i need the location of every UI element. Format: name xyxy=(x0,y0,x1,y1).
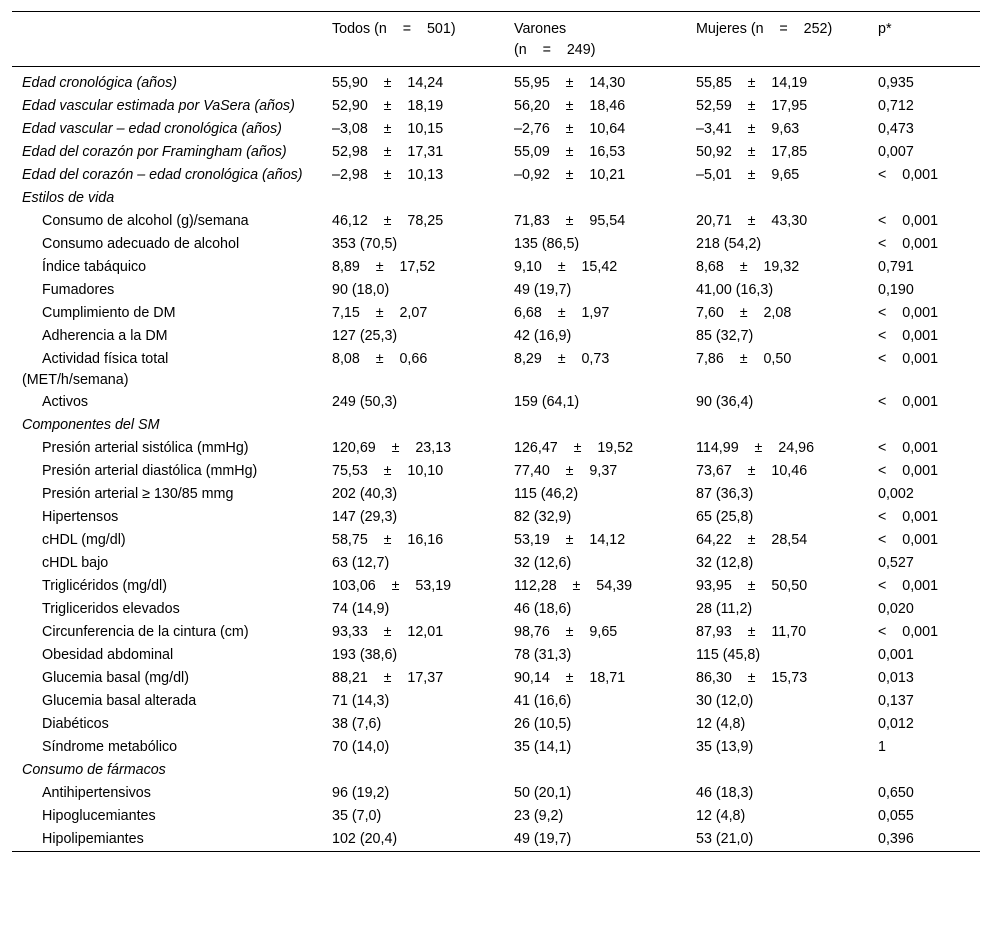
value-mujeres xyxy=(696,414,878,437)
value-mujeres: 7,86 ± 0,50 xyxy=(696,351,792,368)
results-table-container xyxy=(12,11,980,852)
row-label: Consumo adecuado de alcohol xyxy=(42,236,240,253)
value-varones: 77,40 ± 9,37 xyxy=(514,463,618,480)
section-heading: Consumo de fármacos xyxy=(22,762,166,779)
value-todos: 353 (70,5) xyxy=(332,236,398,253)
table-body xyxy=(12,67,980,852)
value-varones: 53,19 ± 14,12 xyxy=(514,532,626,549)
table-row xyxy=(12,713,980,736)
value-varones: 35 (14,1) xyxy=(514,739,572,756)
value-todos: 90 (18,0) xyxy=(332,282,390,299)
value-mujeres: 35 (13,9) xyxy=(696,739,754,756)
table-row xyxy=(12,187,980,210)
value-todos: 70 (14,0) xyxy=(332,739,390,756)
value-varones: 32 (12,6) xyxy=(514,555,572,572)
value-varones: 26 (10,5) xyxy=(514,716,572,733)
table-row xyxy=(12,644,980,667)
value-todos: 52,98 ± 17,31 xyxy=(332,144,444,161)
row-label: Consumo de alcohol (g)/semana xyxy=(42,213,249,230)
value-mujeres: –3,41 ± 9,63 xyxy=(696,121,800,138)
row-label: Edad cronológica (años) xyxy=(22,75,177,92)
value-mujeres: 85 (32,7) xyxy=(696,328,754,345)
value-mujeres: 7,60 ± 2,08 xyxy=(696,305,792,322)
value-todos: 8,08 ± 0,66 xyxy=(332,351,428,368)
value-p: < 0,001 xyxy=(878,236,939,253)
table-row xyxy=(12,118,980,141)
value-varones: 159 (64,1) xyxy=(514,394,580,411)
value-varones: 49 (19,7) xyxy=(514,282,572,299)
value-mujeres xyxy=(696,759,878,782)
value-varones xyxy=(514,414,696,437)
value-p: 0,055 xyxy=(878,808,914,825)
header-row xyxy=(12,12,980,67)
table-row xyxy=(12,667,980,690)
value-todos: 249 (50,3) xyxy=(332,394,398,411)
value-todos: 71 (14,3) xyxy=(332,693,390,710)
value-mujeres: 90 (36,4) xyxy=(696,394,754,411)
value-mujeres: 65 (25,8) xyxy=(696,509,754,526)
table-row xyxy=(12,736,980,759)
row-label: Glucemia basal (mg/dl) xyxy=(42,670,189,687)
row-label: Hipertensos xyxy=(42,509,119,526)
table-row xyxy=(12,325,980,348)
value-mujeres: 73,67 ± 10,46 xyxy=(696,463,808,480)
row-label: Presión arterial sistólica (mmHg) xyxy=(42,440,249,457)
value-varones: 42 (16,9) xyxy=(514,328,572,345)
table-header xyxy=(12,12,980,67)
value-p: 0,712 xyxy=(878,98,914,115)
value-p: < 0,001 xyxy=(878,328,939,345)
value-mujeres: 115 (45,8) xyxy=(696,647,761,664)
value-mujeres: 32 (12,8) xyxy=(696,555,754,572)
value-p: 0,137 xyxy=(878,693,914,710)
value-todos: –3,08 ± 10,15 xyxy=(332,121,444,138)
value-todos: 147 (29,3) xyxy=(332,509,398,526)
value-p: < 0,001 xyxy=(878,578,939,595)
value-mujeres: 114,99 ± 24,96 xyxy=(696,440,815,457)
value-varones xyxy=(514,759,696,782)
header-todos: Todos (n = 501) xyxy=(332,21,456,37)
value-mujeres: 52,59 ± 17,95 xyxy=(696,98,808,115)
value-todos: 93,33 ± 12,01 xyxy=(332,624,444,641)
table-row xyxy=(12,759,980,782)
value-p xyxy=(878,414,980,437)
table-row xyxy=(12,598,980,621)
table-row xyxy=(12,141,980,164)
value-p: 0,650 xyxy=(878,785,914,802)
row-label: Diabéticos xyxy=(42,716,109,733)
row-label: cHDL bajo xyxy=(42,555,109,572)
row-label xyxy=(12,348,332,391)
value-p: < 0,001 xyxy=(878,213,939,230)
row-label: Antihipertensivos xyxy=(42,785,151,802)
row-label: Circunferencia de la cintura (cm) xyxy=(42,624,249,641)
value-todos: 58,75 ± 16,16 xyxy=(332,532,444,549)
value-varones: 9,10 ± 15,42 xyxy=(514,259,618,276)
value-mujeres xyxy=(696,187,878,210)
value-todos: 55,90 ± 14,24 xyxy=(332,75,444,92)
section-heading: Estilos de vida xyxy=(22,190,115,207)
table-row xyxy=(12,805,980,828)
value-mujeres: 86,30 ± 15,73 xyxy=(696,670,808,687)
value-todos: 202 (40,3) xyxy=(332,486,398,503)
value-p: 0,020 xyxy=(878,601,914,618)
value-p: < 0,001 xyxy=(878,305,939,322)
table-row xyxy=(12,460,980,483)
value-todos: 88,21 ± 17,37 xyxy=(332,670,444,687)
header-variable xyxy=(12,12,332,67)
value-todos: 102 (20,4) xyxy=(332,831,398,848)
row-label-line2: (MET/h/semana) xyxy=(22,371,129,388)
value-p: 0,001 xyxy=(878,647,914,664)
table-row xyxy=(12,67,980,96)
row-label: Síndrome metabólico xyxy=(42,739,178,756)
row-label: Índice tabáquico xyxy=(42,259,147,276)
value-p: 0,013 xyxy=(878,670,914,687)
value-mujeres: 87,93 ± 11,70 xyxy=(696,624,807,641)
value-todos: 7,15 ± 2,07 xyxy=(332,305,428,322)
table-row xyxy=(12,483,980,506)
table-row xyxy=(12,210,980,233)
value-varones xyxy=(514,187,696,210)
value-todos: 193 (38,6) xyxy=(332,647,398,664)
value-mujeres: –5,01 ± 9,65 xyxy=(696,167,800,184)
value-todos: 127 (25,3) xyxy=(332,328,398,345)
value-p: < 0,001 xyxy=(878,532,939,549)
value-todos xyxy=(332,759,514,782)
table-row xyxy=(12,414,980,437)
value-p: 0,190 xyxy=(878,282,914,299)
row-label: Trigliceridos elevados xyxy=(42,601,180,618)
value-todos: 46,12 ± 78,25 xyxy=(332,213,444,230)
value-varones: 126,47 ± 19,52 xyxy=(514,440,634,457)
value-todos: 74 (14,9) xyxy=(332,601,390,618)
value-mujeres: 218 (54,2) xyxy=(696,236,762,253)
value-p: 0,012 xyxy=(878,716,914,733)
row-label: cHDL (mg/dl) xyxy=(42,532,126,549)
value-p: < 0,001 xyxy=(878,509,939,526)
value-varones: 112,28 ± 54,39 xyxy=(514,578,633,595)
value-p: 1 xyxy=(878,739,886,756)
row-label: Fumadores xyxy=(42,282,115,299)
row-label-line1: Actividad física total xyxy=(42,351,169,368)
row-label: Triglicéridos (mg/dl) xyxy=(42,578,167,595)
row-label: Cumplimiento de DM xyxy=(42,305,176,322)
value-p: < 0,001 xyxy=(878,167,939,184)
section-heading: Componentes del SM xyxy=(22,417,160,434)
value-mujeres: 53 (21,0) xyxy=(696,831,754,848)
row-label: Edad vascular estimada por VaSera (años) xyxy=(22,98,295,115)
value-varones: 8,29 ± 0,73 xyxy=(514,351,610,368)
table-row xyxy=(12,302,980,325)
table-row xyxy=(12,95,980,118)
value-varones: 46 (18,6) xyxy=(514,601,572,618)
row-label: Edad del corazón – edad cronológica (años) xyxy=(22,167,303,184)
value-p: 0,396 xyxy=(878,831,914,848)
value-varones: –2,76 ± 10,64 xyxy=(514,121,626,138)
value-varones: –0,92 ± 10,21 xyxy=(514,167,626,184)
table-row xyxy=(12,506,980,529)
value-mujeres: 20,71 ± 43,30 xyxy=(696,213,808,230)
value-varones: 55,09 ± 16,53 xyxy=(514,144,626,161)
value-p: < 0,001 xyxy=(878,624,939,641)
value-varones: 135 (86,5) xyxy=(514,236,580,253)
value-p xyxy=(878,759,980,782)
value-mujeres: 12 (4,8) xyxy=(696,808,746,825)
value-p: 0,935 xyxy=(878,75,914,92)
value-mujeres: 28 (11,2) xyxy=(696,601,753,618)
results-table xyxy=(12,11,980,852)
value-mujeres: 93,95 ± 50,50 xyxy=(696,578,808,595)
table-row xyxy=(12,575,980,598)
value-todos xyxy=(332,414,514,437)
value-mujeres: 64,22 ± 28,54 xyxy=(696,532,808,549)
table-row xyxy=(12,828,980,852)
value-todos: 63 (12,7) xyxy=(332,555,390,572)
value-p: 0,791 xyxy=(878,259,914,276)
table-row xyxy=(12,690,980,713)
value-p: < 0,001 xyxy=(878,440,939,457)
value-varones: 90,14 ± 18,71 xyxy=(514,670,626,687)
table-row xyxy=(12,256,980,279)
value-varones: 82 (32,9) xyxy=(514,509,572,526)
value-varones: 49 (19,7) xyxy=(514,831,572,848)
value-todos: –2,98 ± 10,13 xyxy=(332,167,444,184)
value-p: 0,473 xyxy=(878,121,914,138)
table-row xyxy=(12,437,980,460)
header-p-value: p* xyxy=(878,21,892,37)
row-label: Presión arterial ≥ 130/85 mmg xyxy=(42,486,234,503)
value-todos: 103,06 ± 53,19 xyxy=(332,578,452,595)
row-label: Hipolipemiantes xyxy=(42,831,144,848)
value-p xyxy=(878,187,980,210)
value-varones: 98,76 ± 9,65 xyxy=(514,624,618,641)
value-mujeres: 46 (18,3) xyxy=(696,785,754,802)
value-varones: 115 (46,2) xyxy=(514,486,579,503)
value-p: < 0,001 xyxy=(878,463,939,480)
table-row xyxy=(12,529,980,552)
table-row xyxy=(12,348,980,391)
value-varones: 78 (31,3) xyxy=(514,647,572,664)
row-label: Presión arterial diastólica (mmHg) xyxy=(42,463,258,480)
table-row xyxy=(12,391,980,414)
value-varones: 41 (16,6) xyxy=(514,693,572,710)
table-row xyxy=(12,279,980,302)
row-label: Glucemia basal alterada xyxy=(42,693,197,710)
value-mujeres: 12 (4,8) xyxy=(696,716,746,733)
value-todos: 8,89 ± 17,52 xyxy=(332,259,436,276)
row-label: Obesidad abdominal xyxy=(42,647,174,664)
value-todos xyxy=(332,187,514,210)
row-label: Hipoglucemiantes xyxy=(42,808,156,825)
row-label: Edad del corazón por Framingham (años) xyxy=(22,144,287,161)
header-mujeres: Mujeres (n = 252) xyxy=(696,21,833,37)
value-todos: 35 (7,0) xyxy=(332,808,382,825)
value-p: 0,007 xyxy=(878,144,914,161)
value-mujeres: 50,92 ± 17,85 xyxy=(696,144,808,161)
value-varones: 23 (9,2) xyxy=(514,808,564,825)
value-p: 0,002 xyxy=(878,486,914,503)
value-mujeres: 8,68 ± 19,32 xyxy=(696,259,800,276)
value-varones: 71,83 ± 95,54 xyxy=(514,213,626,230)
value-varones: 6,68 ± 1,97 xyxy=(514,305,610,322)
value-mujeres: 55,85 ± 14,19 xyxy=(696,75,808,92)
table-row xyxy=(12,233,980,256)
value-todos: 120,69 ± 23,13 xyxy=(332,440,452,457)
value-todos: 52,90 ± 18,19 xyxy=(332,98,444,115)
row-label: Adherencia a la DM xyxy=(42,328,168,345)
value-mujeres: 30 (12,0) xyxy=(696,693,754,710)
table-row xyxy=(12,621,980,644)
value-todos: 38 (7,6) xyxy=(332,716,382,733)
value-todos: 75,53 ± 10,10 xyxy=(332,463,444,480)
table-row xyxy=(12,782,980,805)
value-p: < 0,001 xyxy=(878,351,939,368)
value-varones: 56,20 ± 18,46 xyxy=(514,98,626,115)
header-varones: Varones (n = 249) xyxy=(514,21,596,58)
table-row xyxy=(12,164,980,187)
value-p: < 0,001 xyxy=(878,394,939,411)
table-row xyxy=(12,552,980,575)
value-p: 0,527 xyxy=(878,555,914,572)
value-todos: 96 (19,2) xyxy=(332,785,390,802)
row-label: Edad vascular – edad cronológica (años) xyxy=(22,121,282,138)
value-mujeres: 41,00 (16,3) xyxy=(696,282,774,299)
value-varones: 55,95 ± 14,30 xyxy=(514,75,626,92)
row-label: Activos xyxy=(42,394,89,411)
value-mujeres: 87 (36,3) xyxy=(696,486,754,503)
value-varones: 50 (20,1) xyxy=(514,785,572,802)
